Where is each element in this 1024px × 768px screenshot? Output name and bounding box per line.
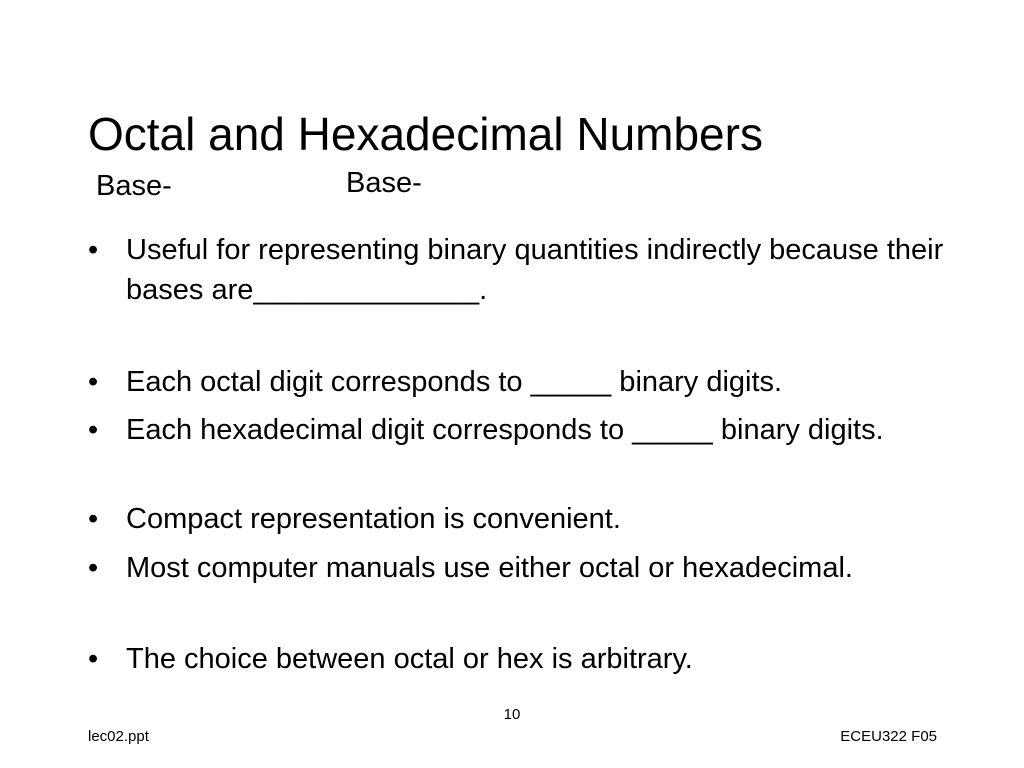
bullet-item [88,362,948,402]
bullet-text: Each hexadecimal digit corresponds to _____ binary digits. [126,414,884,446]
bullet-item [88,548,948,588]
bullet-text: The choice between octal or hex is arbitrary. [126,643,693,675]
bullet-item [88,499,948,539]
page-number: 10 [503,706,521,723]
bullet-marker: • [88,643,99,675]
bullet-item [88,410,948,450]
bullet-item [88,230,948,310]
bullet-marker: • [88,234,99,266]
bullet-marker: • [88,366,99,398]
bullet-text: Compact representation is convenient. [126,503,621,535]
base-label-octal: Base- [96,170,172,202]
bullet-text: Each octal digit corresponds to _____ binary digits. [126,366,783,398]
bullet-marker: • [88,552,99,584]
footer-filename: lec02.ppt [88,728,149,745]
bullet-item [88,639,948,679]
bullet-marker: • [88,414,99,446]
bullet-text: Useful for representing binary quantities indirectly because their bases are______________. [126,234,944,306]
footer-course: ECEU322 F05 [840,728,937,745]
bullet-text: Most computer manuals use either octal or hexadecimal. [126,552,853,584]
slide-title: Octal and Hexadecimal Numbers [88,108,763,160]
base-label-hexadecimal: Base- [346,167,422,199]
bullet-marker: • [88,503,99,535]
